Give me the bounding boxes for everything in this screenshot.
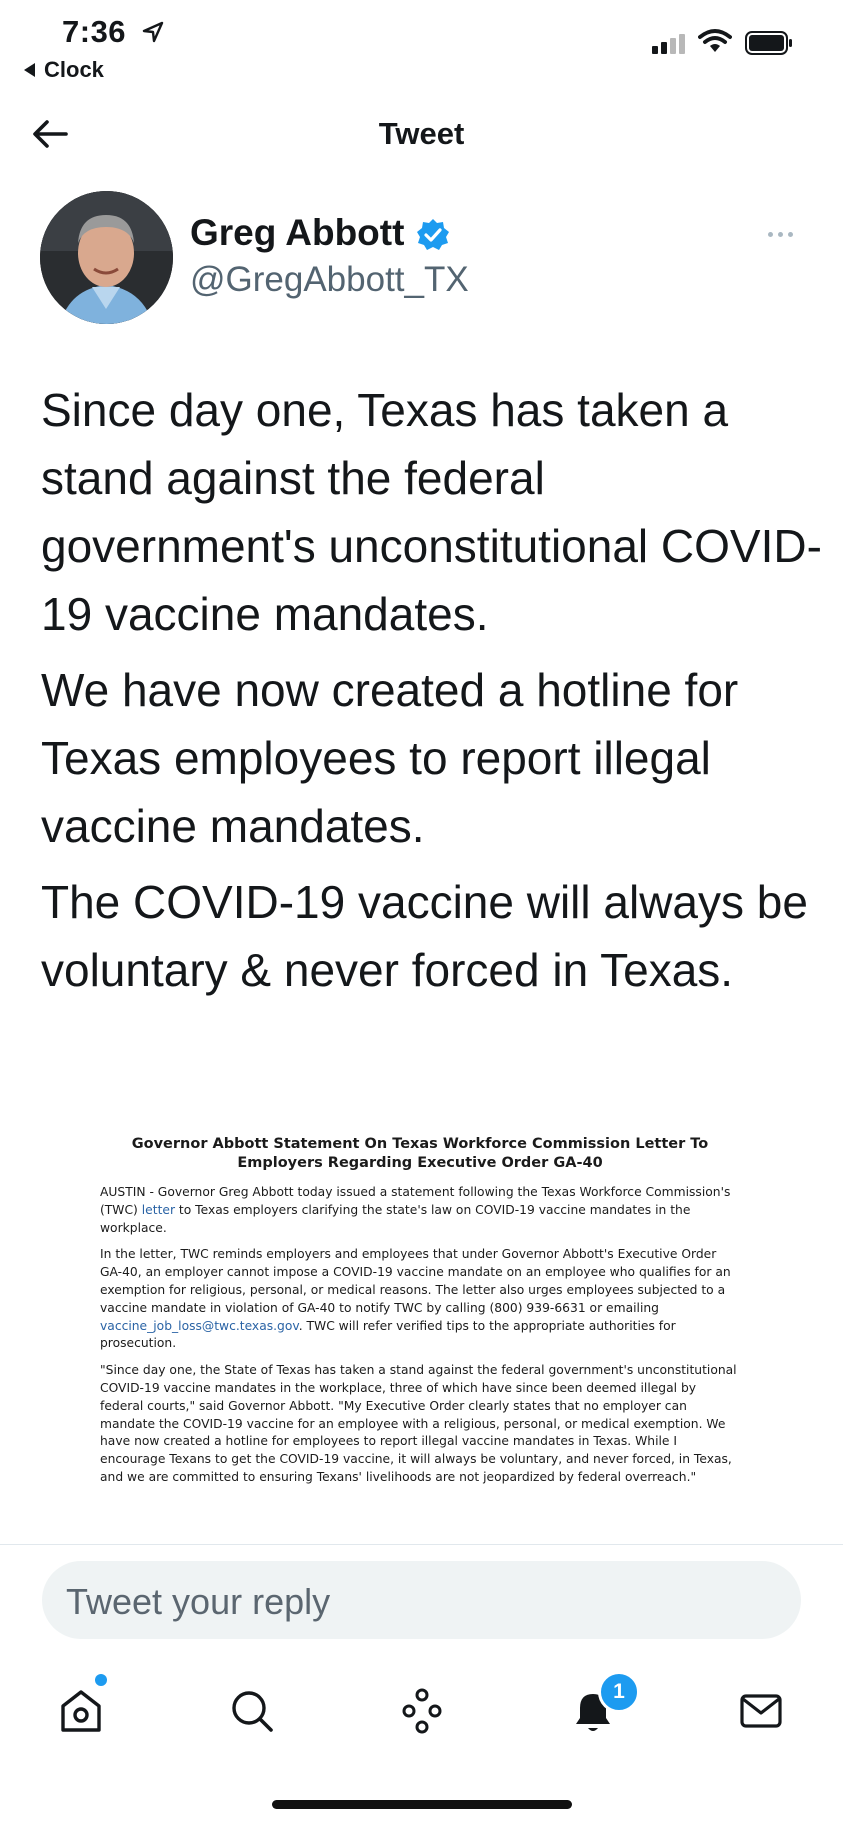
email-link[interactable]: vaccine_job_loss@twc.texas.gov xyxy=(100,1318,299,1333)
search-icon[interactable] xyxy=(225,1684,279,1738)
letter-link[interactable]: letter xyxy=(141,1202,176,1217)
tweet-paragraph: Since day one, Texas has taken a stand against the federal government's unconstitutional COVID-19 vaccine mandates. xyxy=(41,384,822,640)
verified-badge-icon xyxy=(416,218,450,252)
back-to-app-link[interactable] xyxy=(24,57,104,83)
messages-icon[interactable] xyxy=(734,1684,788,1738)
statement-paragraph: In the letter, TWC reminds employers and employees that under Governor Abbott's Executive Order GA-40, an employer cannot impose a COVID-19 vaccine mandate on an employee who qualifies for an exemption for religious, personal, or medical reasons. The letter also urges employees subjected to a vaccine mandate in violation of GA-40 to notify TWC by calling (800) 939-6631 or emailing vaccine_job_loss@twc.texas.gov. TWC will refer verified tips to the appropriate authorities for prosecution. xyxy=(100,1247,731,1351)
avatar[interactable] xyxy=(40,191,173,324)
location-arrow-icon xyxy=(141,20,165,44)
notification-count-badge: 1 xyxy=(598,1671,640,1713)
statement-image[interactable] xyxy=(100,1135,740,1496)
author-name[interactable]: Greg Abbott xyxy=(190,212,405,253)
home-unread-dot xyxy=(95,1674,107,1686)
reply-placeholder: Tweet your reply xyxy=(66,1581,331,1622)
status-bar xyxy=(0,0,843,92)
divider xyxy=(0,1544,843,1545)
home-indicator xyxy=(272,1800,572,1809)
tweet-paragraph: The COVID-19 vaccine will always be voluntary & never forced in Texas. xyxy=(41,876,808,996)
battery-icon xyxy=(745,31,793,55)
cellular-signal-icon xyxy=(652,34,685,54)
top-header xyxy=(0,100,843,172)
more-options-icon[interactable] xyxy=(768,232,793,237)
bottom-nav xyxy=(0,1660,843,1760)
tweet-paragraph: We have now created a hotline for Texas employees to report illegal vaccine mandates. xyxy=(41,664,739,852)
avatar-photo xyxy=(40,191,173,324)
status-time: 7:36 xyxy=(62,14,127,49)
statement-title: Governor Abbott Statement On Texas Workforce Commission Letter To Employers Regarding Executive Order GA-40 xyxy=(131,1136,709,1171)
spaces-icon[interactable] xyxy=(395,1684,449,1738)
statement-paragraph: AUSTIN - Governor Greg Abbott today issued a statement following the Texas Workforce Commission's (TWC) letter to Texas employers clarifying the state's law on COVID-19 vaccine mandates in the workplace. xyxy=(100,1185,731,1235)
home-icon[interactable] xyxy=(54,1684,108,1738)
author-handle[interactable]: @GregAbbott_TX xyxy=(190,260,469,299)
back-triangle-icon xyxy=(24,63,35,77)
tweet-text xyxy=(41,376,831,1012)
wifi-icon xyxy=(698,28,732,54)
statement-paragraph: "Since day one, the State of Texas has taken a stand against the federal government's unconstitutional COVID-19 vaccine mandates in the workplace, three of which have since been deemed illegal by federal courts," said Governor Abbott. "My Executive Order clearly states that no employer can mandate the COVID-19 vaccine for an employee with a religious, personal, or medical exemption. We have now created a hotline for employees to report illegal vaccine mandates in Texas. While I encourage Texans to get the COVID-19 vaccine, it will always be voluntary, and never forced, in Texas, and we are committed to ensuring Texans' livelihoods are not jeopardized by federal overreach." xyxy=(100,1363,737,1484)
page-title: Tweet xyxy=(378,116,465,151)
back-app-label: Clock xyxy=(44,57,104,82)
reply-input[interactable] xyxy=(42,1561,801,1639)
